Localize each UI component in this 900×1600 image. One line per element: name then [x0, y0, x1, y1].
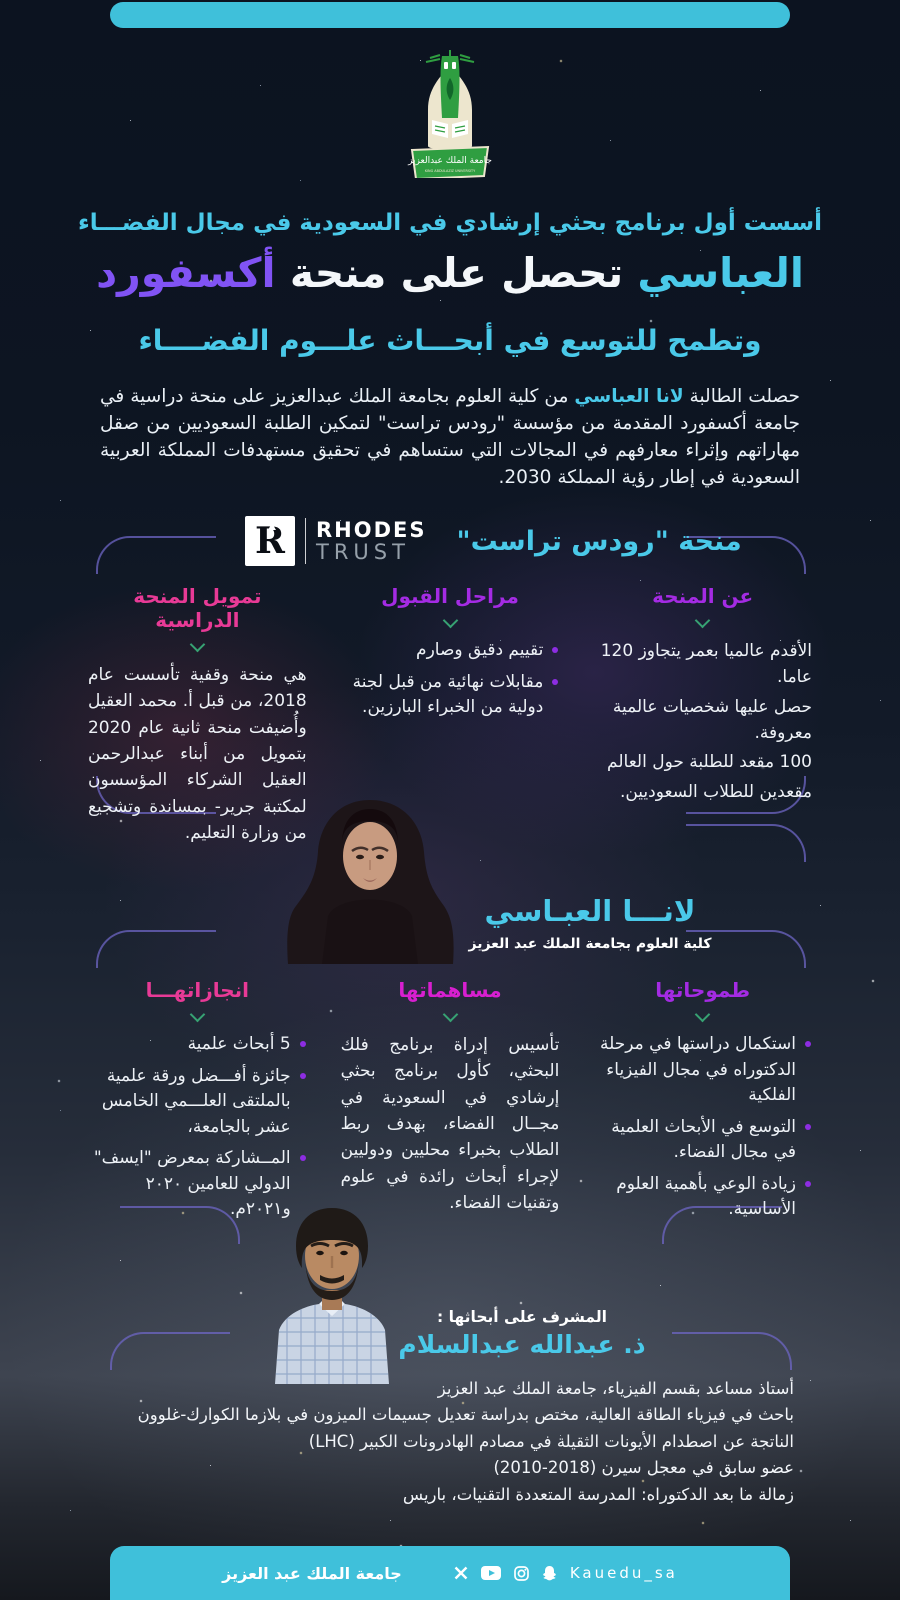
- rhodes-section-title: منحة "رودس تراست": [456, 525, 742, 557]
- headline-kicker: أسست أول برنامج بحثي إرشادي في السعودية في مجال الفضـــاء: [77, 210, 823, 236]
- svg-text:جامعة الملك عبدالعزيز: جامعة الملك عبدالعزيز: [408, 156, 492, 166]
- footer-bar: [110, 1546, 790, 1600]
- list-item: زيادة الوعي بأهمية العلوم الأساسية.: [593, 1172, 812, 1223]
- starfield-gold: [0, 0, 2, 2]
- column-heading: انجازاتهـــا: [145, 978, 250, 1002]
- about-line: مقعدين للطلاب السعوديين.: [619, 781, 812, 802]
- rhodes-section-header: [245, 516, 742, 566]
- about-line: 100 مقعد للطلبة حول العالم: [607, 752, 812, 773]
- bio-line: عضو سابق في معجل سيرن (2018-2010): [493, 1458, 794, 1478]
- column-ambitions: [593, 978, 812, 1229]
- bio-line: أستاذ مساعد بقسم الفيزياء، جامعة الملك عبد العزيز: [437, 1379, 794, 1398]
- admission-list: [341, 638, 560, 721]
- kau-logo-graphic: [390, 48, 510, 178]
- funding-paragraph: هي منحة وقفية تأسست عام 2018، من قبل أ. محمد العقيل وأُضيفت منحة ثانية عام 2020 بتمويل من أبناء عبدالرحمن العقيل الشركاء المؤسسون لمكتبة جرير- بمساندة وتشجيع من وزارة التعليم.: [87, 665, 307, 844]
- corner-flourish: [96, 930, 216, 968]
- headline-middle: تحصل على منحة: [275, 249, 638, 297]
- column-heading: مراحل القبول: [381, 584, 519, 608]
- footer-social-handle: Kauedu_sa: [569, 1564, 678, 1582]
- x-icon: [454, 1566, 468, 1580]
- bio-line: الناتجة عن اصطدام الأيونات الثقيلة في مصادم الهادرونات الكبير (LHC): [308, 1431, 794, 1451]
- top-accent-bar: [110, 2, 790, 28]
- supervisor-bio: [108, 1376, 794, 1508]
- column-heading: عن المنحة: [652, 584, 754, 608]
- supervisor-label: المشرف على أبحاثها :: [437, 1308, 607, 1326]
- list-item: مقابلات نهائية من قبل لجنة دولية من الخبراء البارزين.: [341, 670, 560, 721]
- column-contributions: [341, 978, 560, 1229]
- chevron-down-icon: [190, 637, 206, 653]
- footer-social-group: [454, 1564, 678, 1582]
- list-item: استكمال دراستها في مرحلة الدكتوراه في مجال الفيزياء الفلكية: [593, 1032, 812, 1109]
- column-heading: تمويل المنحة الدراسية: [133, 584, 262, 632]
- list-item: جائزة أفـــضل ورقة علمية بالملتقى العلـــمي الخامس عشر بالجامعة،: [88, 1064, 307, 1141]
- intro-post: من كلية العلوم بجامعة الملك عبدالعزيز على منحة دراسية في جامعة أكسفورد المقدمة من مؤسسة "رودس تراست" لتمكين الطلبة السعوديين من صقل مهاراتهم وإثراء معارفهم في المجالات التي ستساهم في تحقيق مستهدفات المملكة العربية السعودية في إطار رؤية المملكة 2030.: [100, 386, 800, 488]
- youtube-icon: [481, 1566, 501, 1580]
- supervisor-name: ذ. عبدالله عبدالسلام: [398, 1330, 646, 1359]
- headline-subline: وتطمح للتوسع في أبحـــاث علـــوم الفضــــاء: [138, 324, 762, 357]
- snapchat-icon: [542, 1565, 557, 1581]
- about-line: الأقدم عالميا بعمر يتجاوز 120 عاما.: [600, 641, 812, 688]
- bio-line: باحث في فيزياء الطاقة العالية، مختص بدراسة تعديل جسيمات الميزون في بلازما الكوارك-غلوون: [137, 1405, 794, 1425]
- chevron-down-icon: [442, 613, 458, 629]
- chevron-down-icon: [190, 1007, 206, 1023]
- starfield-bright: [0, 0, 2, 2]
- column-achievements: [88, 978, 307, 1229]
- ambitions-list: [593, 1032, 812, 1223]
- headline-oxford-highlight: أكسفورد: [96, 249, 276, 297]
- headline-main: [60, 248, 840, 299]
- headline-surname: العباسي: [637, 249, 804, 297]
- starfield-small: [0, 0, 1, 1]
- rhodes-bird-icon: [268, 523, 276, 530]
- rhodes-trust-logo: [245, 516, 427, 566]
- about-line: حصل عليها شخصيات عالمية معروفة.: [612, 696, 812, 744]
- student-name-highlight: لانا العباسي: [574, 386, 684, 407]
- rhodes-logo-wordmark: [316, 519, 427, 563]
- chevron-down-icon: [695, 1007, 711, 1023]
- intro-pre: حصلت الطالبة: [683, 386, 800, 407]
- corner-flourish: [96, 536, 216, 574]
- rhodes-r-mark: R: [245, 516, 295, 566]
- lana-college: كلية العلوم بجامعة الملك عبد العزيز: [468, 936, 712, 952]
- instagram-icon: [514, 1566, 529, 1581]
- list-item: المــشاركة بمعرض "ايسف" الدولي للعامين ٢٠٢٠ و٢٠٢١م.: [88, 1146, 307, 1223]
- rhodes-logo-line1: RHODES: [316, 517, 427, 542]
- chevron-down-icon: [442, 1007, 458, 1023]
- svg-text:KING ABDULAZIZ UNIVERSITY: KING ABDULAZIZ UNIVERSITY: [424, 169, 476, 173]
- rhodes-logo-divider: [305, 518, 306, 564]
- footer-university-name: جامعة الملك عبد العزيز: [222, 1563, 402, 1583]
- lana-name: لانـــا العبـاسي: [484, 894, 696, 928]
- corner-flourish: [672, 1332, 792, 1370]
- column-about-grant: [593, 584, 812, 849]
- intro-paragraph: [100, 383, 800, 491]
- column-heading: طموحاتها: [655, 978, 751, 1002]
- list-item: 5 أبحاث علمية: [88, 1032, 307, 1058]
- kau-university-logo: [390, 48, 510, 178]
- column-funding: [88, 584, 307, 849]
- corner-flourish: [110, 1332, 230, 1370]
- list-item: تقييم دقيق وصارم: [341, 638, 560, 664]
- list-item: التوسع في الأبحاث العلمية في مجال الفضاء.: [593, 1115, 812, 1166]
- lana-columns: [88, 978, 812, 1229]
- chevron-down-icon: [695, 613, 711, 629]
- achievements-list: [88, 1032, 307, 1223]
- contributions-paragraph: تأسيس إدراة برنامج فلك البحثي، كأول برنامج بحثي إرشادي في السعودية في مجــال الفضاء، بهدف ربط الطلاب بخبراء محليين ودوليين لإجراء أبحاث رائدة في علوم وتقنيات الفضاء.: [340, 1035, 560, 1214]
- bio-line: زمالة ما بعد الدكتوراه: المدرسة المتعددة التقنيات، باريس: [402, 1484, 794, 1504]
- rhodes-logo-line2: TRUST: [316, 540, 410, 564]
- column-heading: مساهماتها: [398, 978, 502, 1002]
